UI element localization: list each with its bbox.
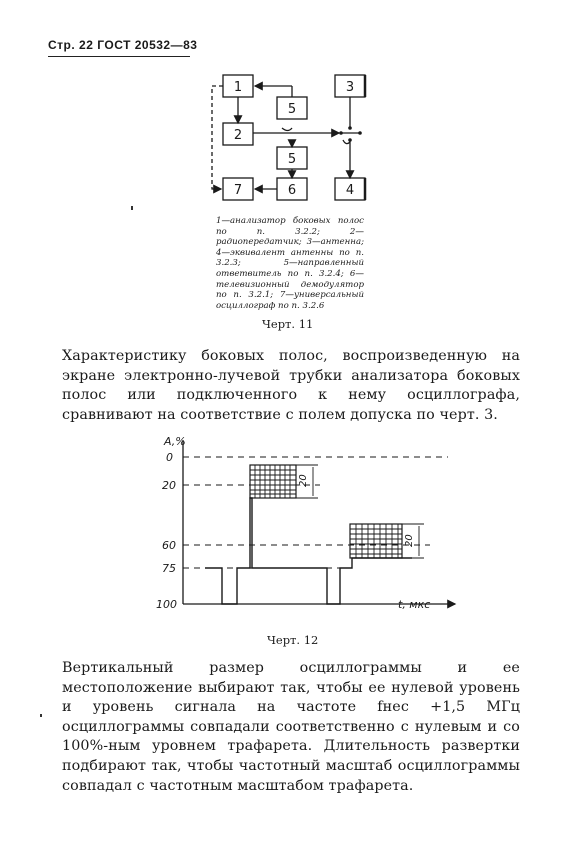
tolerance-label-2: 20	[404, 534, 415, 547]
print-speck	[131, 206, 133, 210]
y-tick-100: 100	[156, 598, 177, 611]
block-3-label: 3	[345, 80, 355, 95]
block-6-label: 6	[287, 183, 297, 198]
block-5a-label: 5	[287, 102, 297, 117]
block-5b-label: 5	[287, 152, 297, 167]
block-1-label: 1	[233, 80, 243, 95]
tolerance-label-1: 20	[298, 474, 309, 487]
y-tick-0: 0	[166, 451, 173, 464]
paragraph-2: Вертикальный размер осциллограммы и ее местоположение выбирают так, чтобы ее нулевой уровень и уровень сигнала на частоте fнес +1,5 МГц осциллограммы совпадали соответственно с нулевым и со 100%-ным уровнем трафарета. Длительность развертки подбирают так, чтобы частотный масштаб осциллограммы совпадал с частотным масштабом трафарета.	[62, 660, 520, 794]
y-tick-20: 20	[162, 479, 176, 492]
tolerance-chart	[183, 440, 455, 604]
figure-11-label: Черт. 11	[262, 317, 314, 331]
print-speck	[40, 714, 42, 717]
block-2-label: 2	[233, 128, 243, 143]
y-tick-60: 60	[162, 539, 176, 552]
y-tick-75: 75	[162, 562, 176, 575]
paragraph-1: Характеристику боковых полос, воспроизведенную на экране электронно-лучевой трубки анализатора боковых полос или подключенного к нему осциллографа, сравнивают на соответствие с полем допуска по черт. 3.	[62, 348, 520, 423]
block-4-label: 4	[345, 183, 355, 198]
block-7-label: 7	[233, 183, 243, 198]
figure-12-label: Черт. 12	[267, 633, 319, 647]
figure-11-caption: 1—анализатор боковых полос по п. 3.2.2; 2—радиопередатчик; 3—антенна; 4—эквивалент антенны по п. 3.2.3; 5—направленный ответвитель по п. 3.2.4; 6—телевизионный демодулятор по п. 3.2.1; 7—универсальный осциллограф по п. 3.2.6	[216, 216, 364, 311]
x-axis-label: t, мкс	[398, 598, 431, 611]
page-header: Стр. 22 ГОСТ 20532—83	[48, 38, 198, 52]
y-axis-label: A,%	[164, 435, 186, 448]
